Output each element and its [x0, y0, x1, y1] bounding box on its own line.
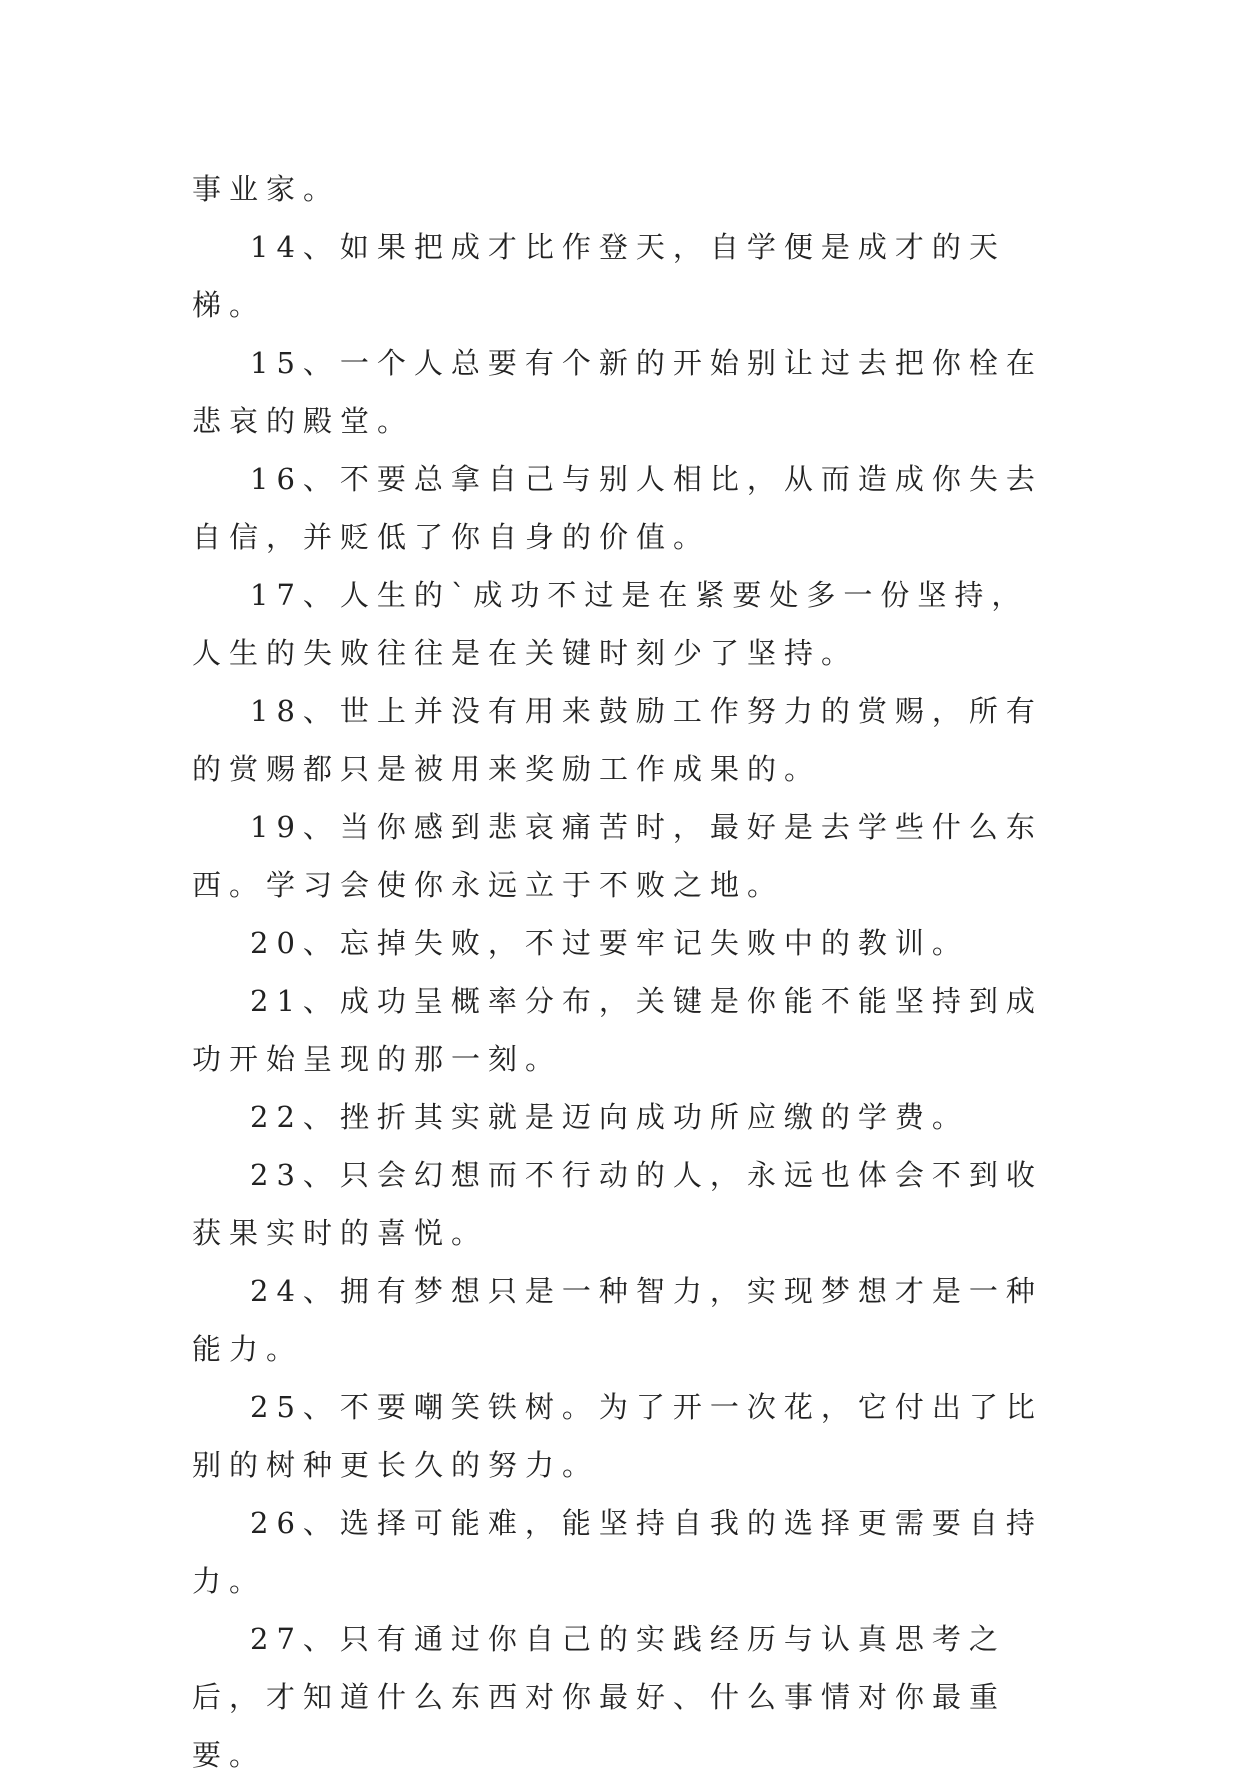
paragraph-20: 20、忘掉失败，不过要牢记失败中的教训。	[250, 926, 969, 960]
paragraph-continuation: 事业家。	[192, 172, 341, 206]
paragraph-14: 14、如果把成才比作登天，自学便是成才的天梯。	[192, 230, 1006, 322]
paragraph-23: 23、只会幻想而不行动的人，永远也体会不到收获果实时的喜悦。	[192, 1158, 1043, 1250]
paragraph-27: 27、只有通过你自己的实践经历与认真思考之后，才知道什么东西对你最好、什么事情对你最重要。	[192, 1622, 1007, 1772]
paragraph-21: 21、成功呈概率分布，关键是你能不能坚持到成功开始呈现的那一刻。	[192, 984, 1043, 1076]
paragraph-16: 16、不要总拿自己与别人相比，从而造成你失去自信，并贬低了你自身的价值。	[192, 462, 1043, 554]
paragraph-17: 17、人生的`成功不过是在紧要处多一份坚持，人生的失败往往是在关键时刻少了坚持。	[192, 578, 1029, 670]
paragraph-25: 25、不要嘲笑铁树。为了开一次花，它付出了比别的树种更长久的努力。	[192, 1390, 1043, 1482]
paragraph-15: 15、一个人总要有个新的开始别让过去把你栓在悲哀的殿堂。	[192, 346, 1043, 438]
document-body	[192, 160, 1052, 1784]
paragraph-18: 18、世上并没有用来鼓励工作努力的赏赐，所有的赏赐都只是被用来奖励工作成果的。	[192, 694, 1043, 786]
paragraph-19: 19、当你感到悲哀痛苦时，最好是去学些什么东西。学习会使你永远立于不败之地。	[192, 810, 1043, 902]
paragraph-24: 24、拥有梦想只是一种智力，实现梦想才是一种能力。	[192, 1274, 1043, 1366]
paragraph-22: 22、挫折其实就是迈向成功所应缴的学费。	[250, 1100, 969, 1134]
paragraph-26: 26、选择可能难，能坚持自我的选择更需要自持力。	[192, 1506, 1043, 1598]
